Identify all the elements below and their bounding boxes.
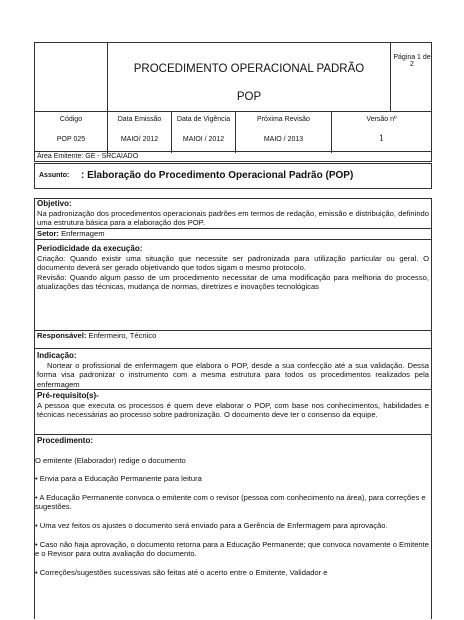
code-cell bbox=[35, 112, 107, 153]
validity-date-cell bbox=[171, 112, 235, 153]
procedure-step: • Envia para a Educação Permanente para leitura bbox=[35, 474, 202, 484]
code-value: POP 025 bbox=[56, 136, 86, 143]
subject-label: Assunto: bbox=[39, 172, 70, 179]
procedure-step: • A Educação Permanente convoca o emitente com o revisor (pessoa com conhecimento na área), para correções e sugestões. bbox=[35, 492, 426, 512]
sector-text: Enfermagem bbox=[61, 229, 105, 238]
objective-heading: Objetivo: bbox=[37, 199, 72, 208]
issue-date-cell bbox=[107, 112, 171, 153]
indication-section bbox=[35, 348, 431, 389]
code-label: Código bbox=[59, 116, 83, 123]
sector-section bbox=[35, 228, 431, 239]
responsible-heading: Responsável: bbox=[37, 331, 87, 340]
prerequisite-heading: Pré-requisito(s)- bbox=[37, 391, 99, 400]
procedure-heading: Procedimento: bbox=[37, 436, 94, 445]
periodicity-creation-text: Criação: Quando existir uma situação que necessite ser padronizada para utilização particular ou geral. O documento deverá ser gerado objetivando que todos sigam o mesmo protocolo. bbox=[37, 253, 429, 273]
issue-date-value: MAIO/ 2012 bbox=[120, 136, 159, 143]
issuing-area: Área Emitente: GE - SRCAIADO bbox=[34, 152, 432, 162]
prerequisite-text: A pessoa que executa os processos é quem deve elaborar o POP, com base nos conhecimentos, habilidades e técnicas necessárias ao processo sobre padronização. O documento deve ter o consenso da equipe. bbox=[37, 400, 429, 420]
next-review-value: MAIO / 2013 bbox=[263, 136, 304, 143]
issue-date-label: Data Emissão bbox=[117, 116, 162, 123]
page-number: Página 1 de 2 bbox=[393, 54, 431, 68]
objective-section bbox=[35, 199, 431, 228]
periodicity-section bbox=[35, 239, 431, 298]
periodicity-revision-text: Revisão: Quando algum passo de um procedimento necessitar de uma modificação para melhoria do processo, atualizações das técnicas, mudança de normas, diretrizes e inovações tecnológicas bbox=[37, 272, 429, 292]
version-cell bbox=[331, 112, 431, 153]
procedure-step: O emitente (Elaborador) redige o documento bbox=[35, 455, 186, 465]
document-title: PROCEDIMENTO OPERACIONAL PADRÃO bbox=[133, 63, 365, 75]
version-label: Versão nº bbox=[366, 116, 397, 123]
procedure-step: • Correções/sugestões sucessivas são feitas até o acerto entre o Emitente, Validador e bbox=[35, 567, 328, 577]
procedure-step: • Uma vez feitos os ajustes o documento será enviado para a Gerência de Enfermagem para aprovação. bbox=[35, 520, 388, 530]
subject-text: : Elaboração do Procedimento Operacional Padrão (POP) bbox=[81, 170, 354, 181]
responsible-section bbox=[35, 330, 431, 341]
sector-heading: Setor: bbox=[37, 229, 59, 238]
validity-date-label: Data de Vigência bbox=[176, 116, 231, 123]
procedure-step: • Caso não haja aprovação, o documento retorna para a Educação Permanente; que convoca novamente o Emitente e o Revisor para outra avaliação do documento. bbox=[35, 539, 429, 559]
responsible-text: Enfermeiro, Técnico bbox=[88, 331, 157, 340]
title-cell bbox=[107, 43, 391, 111]
procedure-body bbox=[34, 198, 432, 619]
prerequisite-section bbox=[35, 389, 431, 434]
objective-text: Na padronização dos procedimentos operacionais padrões em termos de redação, emissão e distribuição, definindo uma estrutura básica para a elaboração dos POP. bbox=[37, 208, 429, 228]
document-subtitle: POP bbox=[236, 91, 262, 103]
version-value: 1 bbox=[378, 134, 385, 143]
periodicity-heading: Periodicidade da execução: bbox=[37, 244, 143, 253]
subject-box bbox=[34, 163, 432, 189]
header-table bbox=[34, 42, 432, 152]
indication-text: Nortear o profissional de enfermagem que elabora o POP, desde a sua confecção até a sua validação. Dessa forma visa padronizar o instrumento com a mesma estrutura para todos os procedimentos realizados pela enfermagem bbox=[37, 360, 429, 389]
next-review-cell bbox=[235, 112, 331, 153]
indication-heading: Indicação: bbox=[37, 351, 77, 360]
metadata-row bbox=[35, 111, 431, 153]
procedure-section bbox=[35, 434, 431, 620]
next-review-label: Próxima Revisão bbox=[257, 116, 310, 123]
validity-date-value: MAIOI / 2012 bbox=[182, 136, 225, 143]
